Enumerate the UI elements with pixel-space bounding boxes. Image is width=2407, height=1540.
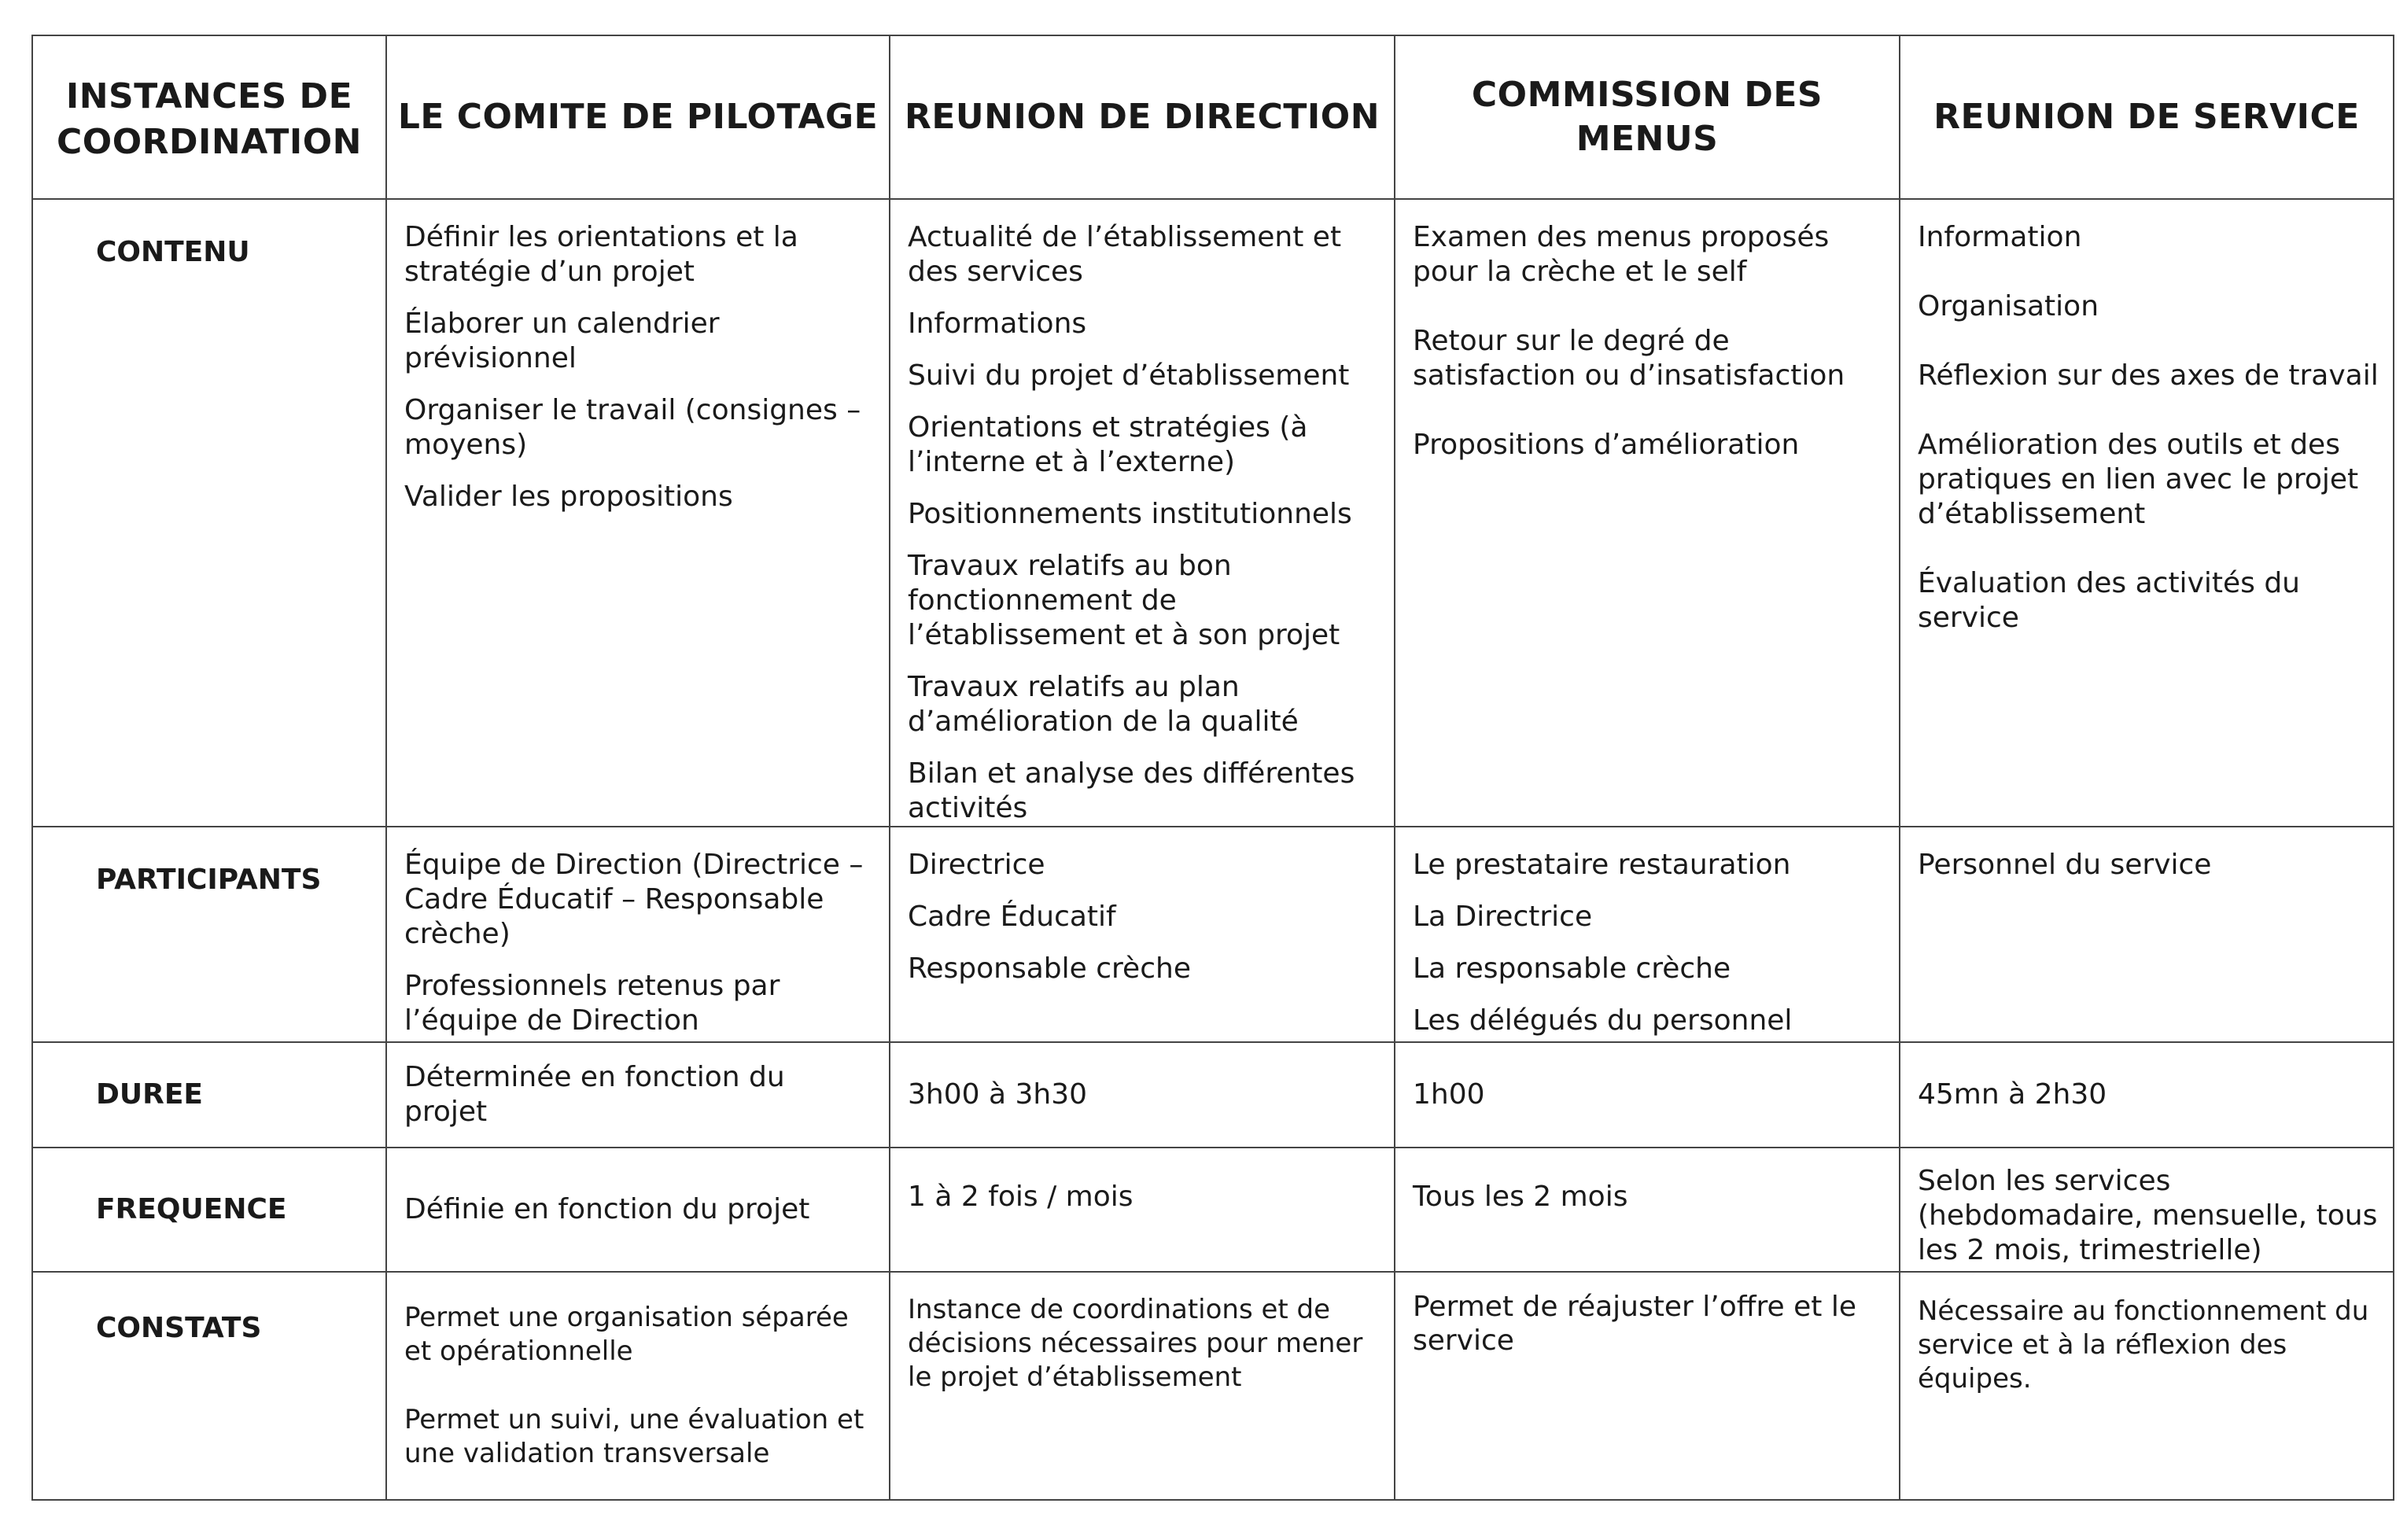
header-comite-pilotage: LE COMITE DE PILOTAGE bbox=[386, 35, 890, 199]
row-label-contenu: CONTENU bbox=[32, 199, 386, 827]
frequence-direction-cell bbox=[890, 1148, 1395, 1272]
row-label-participants: PARTICIPANTS bbox=[32, 827, 386, 1042]
contenu-pilotage-item: Organiser le travail (consignes – moyens) bbox=[404, 394, 861, 461]
row-label-constats: CONSTATS bbox=[32, 1272, 386, 1500]
contenu-menus-cell bbox=[1395, 199, 1900, 827]
participants-service-item: Personnel du service bbox=[1918, 849, 2212, 881]
participants-menus-item: La responsable crèche bbox=[1413, 952, 1731, 985]
frequence-service-value: Selon les services (hebdomadaire, mensuelle, tous les 2 mois, trimestrielle) bbox=[1918, 1165, 2378, 1266]
constats-pilotage-item: Permet un suivi, une évaluation et une validation transversale bbox=[404, 1404, 864, 1469]
participants-direction-item: Cadre Éducatif bbox=[908, 901, 1116, 933]
row-constats bbox=[32, 1272, 2394, 1500]
constats-direction-cell bbox=[890, 1272, 1395, 1500]
header-instances-line2: COORDINATION bbox=[57, 122, 362, 162]
coordination-table bbox=[31, 35, 2394, 1501]
contenu-menus-item: Examen des menus proposés pour la crèche et le self bbox=[1413, 221, 1830, 288]
duree-pilotage-value: Déterminée en fonction du projet bbox=[404, 1061, 785, 1128]
contenu-direction-item: Orientations et stratégies (à l’interne et à l’externe) bbox=[908, 411, 1308, 478]
contenu-service-item: Information bbox=[1918, 221, 2082, 253]
participants-service-cell bbox=[1900, 827, 2394, 1042]
constats-menus-value: Permet de réajuster l’offre et le service bbox=[1413, 1291, 1856, 1357]
participants-pilotage-cell bbox=[386, 827, 890, 1042]
participants-direction-item: Responsable crèche bbox=[908, 952, 1191, 985]
contenu-service-item: Organisation bbox=[1918, 290, 2099, 322]
contenu-direction-item: Actualité de l’établissement et des services bbox=[908, 221, 1342, 288]
participants-direction-cell bbox=[890, 827, 1395, 1042]
frequence-menus-cell bbox=[1395, 1148, 1900, 1272]
constats-service-cell bbox=[1900, 1272, 2394, 1500]
participants-menus-item: Les délégués du personnel bbox=[1413, 1004, 1793, 1037]
contenu-service-item: Amélioration des outils et des pratiques en lien avec le projet d’établissement bbox=[1918, 429, 2359, 530]
contenu-service-item: Réflexion sur des axes de travail bbox=[1918, 359, 2379, 392]
row-duree bbox=[32, 1042, 2394, 1148]
duree-pilotage-cell bbox=[386, 1042, 890, 1148]
contenu-service-cell bbox=[1900, 199, 2394, 827]
frequence-menus-value: Tous les 2 mois bbox=[1413, 1181, 1628, 1213]
frequence-pilotage-cell bbox=[386, 1148, 890, 1272]
duree-menus-cell bbox=[1395, 1042, 1900, 1148]
constats-service-value: Nécessaire au fonctionnement du service et à la réflexion des équipes. bbox=[1918, 1295, 2369, 1394]
contenu-direction-item: Travaux relatifs au plan d’amélioration de la qualité bbox=[908, 671, 1299, 738]
duree-service-value: 45mn à 2h30 bbox=[1918, 1078, 2107, 1111]
row-contenu bbox=[32, 199, 2394, 827]
row-label-frequence: FREQUENCE bbox=[32, 1148, 386, 1272]
duree-direction-value: 3h00 à 3h30 bbox=[908, 1078, 1088, 1111]
constats-direction-value: Instance de coordinations et de décisions nécessaires pour mener le projet d’établissement bbox=[908, 1294, 1363, 1393]
header-instances bbox=[32, 35, 386, 199]
participants-pilotage-item: Équipe de Direction (Directrice – Cadre Éducatif – Responsable crèche) bbox=[404, 849, 864, 950]
frequence-service-cell bbox=[1900, 1148, 2394, 1272]
header-instances-line1: INSTANCES DE bbox=[65, 76, 353, 116]
row-label-duree: DUREE bbox=[32, 1042, 386, 1148]
participants-menus-cell bbox=[1395, 827, 1900, 1042]
contenu-pilotage-cell bbox=[386, 199, 890, 827]
duree-service-cell bbox=[1900, 1042, 2394, 1148]
constats-pilotage-item: Permet une organisation séparée et opérationnelle bbox=[404, 1302, 849, 1367]
header-reunion-service: REUNION DE SERVICE bbox=[1900, 35, 2394, 199]
constats-pilotage-cell bbox=[386, 1272, 890, 1500]
row-participants bbox=[32, 827, 2394, 1042]
contenu-direction-item: Travaux relatifs au bon fonctionnement de l’établissement et à son projet bbox=[908, 550, 1340, 651]
participants-menus-item: La Directrice bbox=[1413, 901, 1593, 933]
participants-pilotage-item: Professionnels retenus par l’équipe de Direction bbox=[404, 970, 780, 1037]
contenu-service-item: Évaluation des activités du service bbox=[1918, 567, 2300, 634]
contenu-menus-item: Propositions d’amélioration bbox=[1413, 429, 1800, 461]
contenu-pilotage-item: Valider les propositions bbox=[404, 481, 733, 513]
frequence-pilotage-value: Définie en fonction du projet bbox=[404, 1193, 810, 1225]
contenu-pilotage-item: Élaborer un calendrier prévisionnel bbox=[404, 308, 720, 374]
duree-menus-value: 1h00 bbox=[1413, 1078, 1485, 1111]
header-commission-menus: COMMISSION DES MENUS bbox=[1395, 35, 1900, 199]
contenu-pilotage-item: Définir les orientations et la stratégie d’un projet bbox=[404, 221, 798, 288]
participants-menus-item: Le prestataire restauration bbox=[1413, 849, 1791, 881]
header-reunion-direction: REUNION DE DIRECTION bbox=[890, 35, 1395, 199]
header-row bbox=[32, 35, 2394, 199]
contenu-direction-item: Bilan et analyse des différentes activités bbox=[908, 757, 1355, 824]
contenu-direction-cell bbox=[890, 199, 1395, 827]
contenu-direction-item: Suivi du projet d’établissement bbox=[908, 359, 1350, 392]
contenu-direction-item: Informations bbox=[908, 308, 1087, 340]
participants-direction-item: Directrice bbox=[908, 849, 1045, 881]
duree-direction-cell bbox=[890, 1042, 1395, 1148]
row-frequence bbox=[32, 1148, 2394, 1272]
contenu-menus-item: Retour sur le degré de satisfaction ou d’insatisfaction bbox=[1413, 325, 1845, 392]
frequence-direction-value: 1 à 2 fois / mois bbox=[908, 1181, 1133, 1213]
constats-menus-cell bbox=[1395, 1272, 1900, 1500]
contenu-direction-item: Positionnements institutionnels bbox=[908, 498, 1352, 530]
